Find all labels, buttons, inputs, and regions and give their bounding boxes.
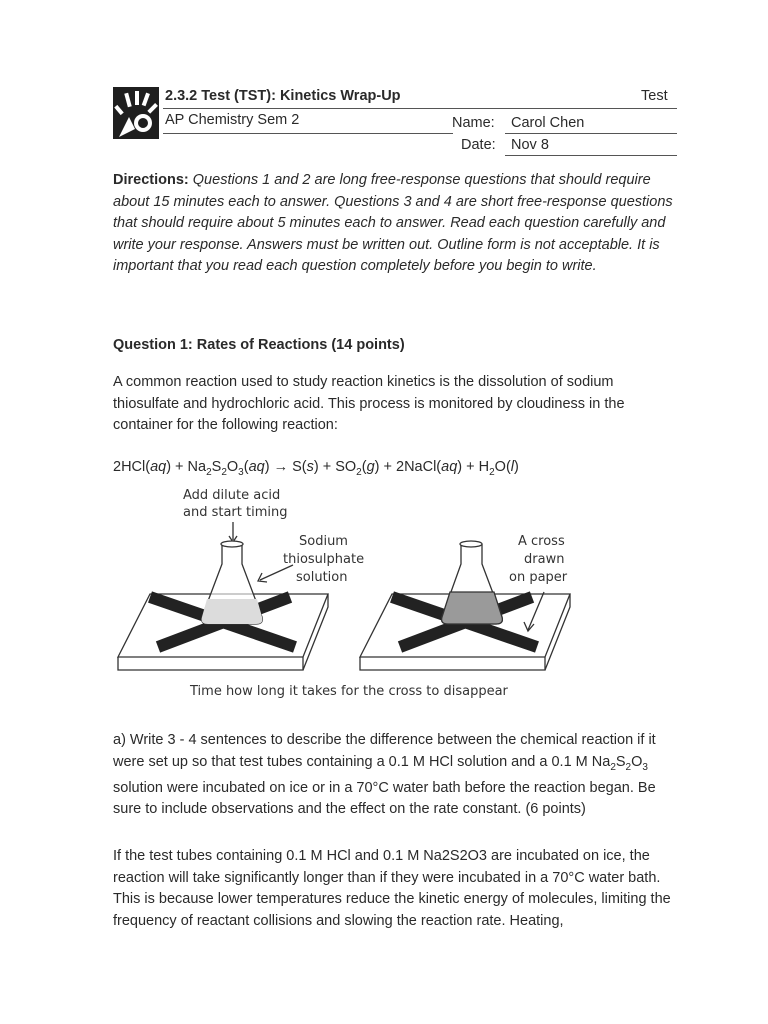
label-start-timing: and start timing (183, 505, 288, 520)
directions-paragraph (113, 170, 680, 278)
figure-caption: Time how long it takes for the cross to disappear (190, 684, 508, 699)
student-answer[interactable]: If the test tubes containing 0.1 M HCl and 0.1 M Na2S2O3 are incubated on ice, the reaction will take significantly longer than if they were incubated in a 70°C water bath. This is because lower temperatures reduce the kinetic energy of molecules, limiting the frequency of reactant collisions and slowing the reaction rate. Heating, (113, 848, 671, 929)
assignment-title: 2.3.2 Test (TST): Kinetics Wrap-Up (165, 88, 401, 104)
name-underline (505, 133, 677, 134)
name-label: Name: (452, 115, 495, 131)
question-part-a: a) Write 3 - 4 sentences to describe the difference between the chemical reaction if it were set up so that test tubes containing a 0.1 M HCl solution and a 0.1 M $Na_2S_2O_3$ solution were incubated on ice or in a 70°C water bath before the reaction began. Be sure to include observations and the effect on the rate constant. (6 points) (113, 732, 656, 818)
experiment-diagram (110, 482, 690, 702)
assignment-type: Test (641, 88, 668, 104)
course-divider (163, 133, 453, 134)
chemical-equation: $2HCl(aq) + Na_2S_2O_3(aq) \to S(s) + SO_2(g)$ + 2NaCl(aq) + $H_2O(l)$ (113, 459, 519, 478)
left-setup (118, 522, 328, 670)
directions-label: Directions: (113, 172, 189, 188)
question-heading: Question 1: Rates of Reactions (14 points) (113, 337, 405, 353)
header-divider (163, 108, 677, 109)
label-add-acid: Add dilute acid (183, 488, 281, 503)
label-a-cross: A cross (518, 534, 565, 549)
label-sodium: Sodium (299, 534, 348, 549)
name-field[interactable]: Carol Chen (511, 115, 585, 131)
school-logo-icon (113, 87, 159, 139)
label-thiosulphate: thiosulphate (283, 552, 365, 567)
date-underline (505, 155, 677, 156)
question-intro: A common reaction used to study reaction kinetics is the dissolution of sodium thiosulfate and hydrochloric acid. This process is monitored by cloudiness in the container for the following reaction: (113, 374, 625, 433)
label-solution: solution (296, 570, 348, 585)
date-field[interactable]: Nov 8 (511, 137, 549, 153)
label-on-paper: on paper (509, 570, 568, 585)
label-drawn: drawn (524, 552, 565, 567)
course-name: AP Chemistry Sem 2 (165, 112, 300, 128)
date-label: Date: (461, 137, 496, 153)
directions-text: Questions 1 and 2 are long free-response questions that should require about 15 minutes each to answer. Questions 3 and 4 are short free-response questions that should require about 5 minutes each to answer. Read each question carefully and write your response. Answers must be written out. Outline form is not acceptable. It is important that you read each question completely before you begin to write. (113, 172, 673, 274)
